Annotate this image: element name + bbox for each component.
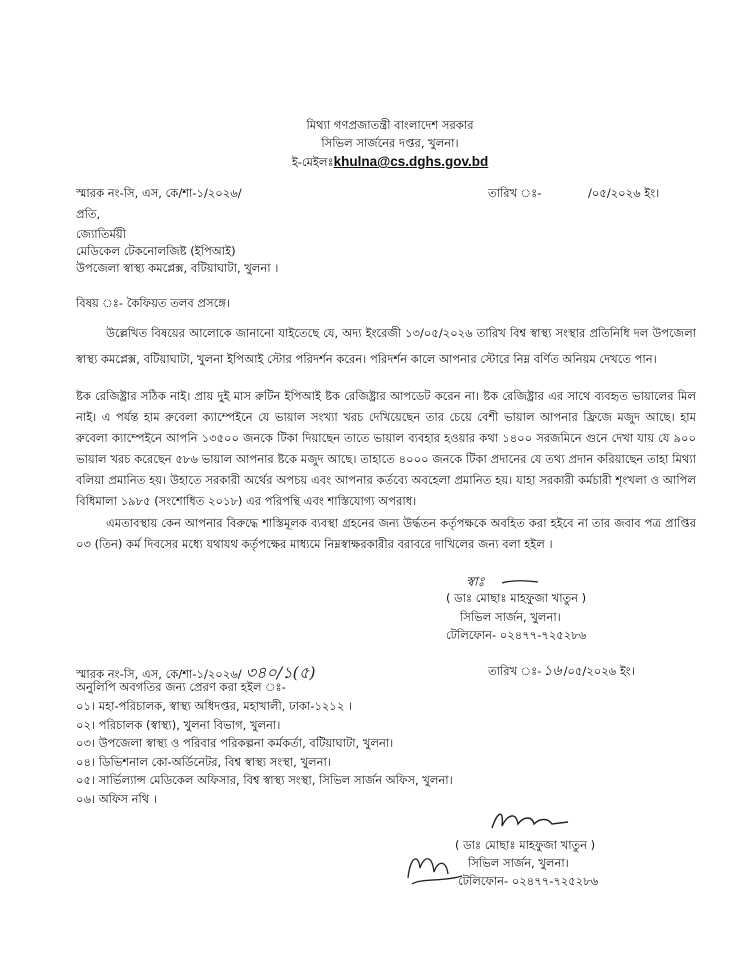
letterhead — [240, 118, 540, 173]
recipient-organization: উপজেলা স্বাস্থ্য কমপ্লেক্স, বটিয়াঘাটা, খুলনা । — [76, 261, 279, 275]
recipient-to: প্রতি, — [76, 207, 101, 221]
signatory-name-1: ( ডাঃ মোছাঃ মাহফুজা খাতুন ) — [446, 591, 587, 605]
copy-item: ০৫। সার্ভিল্যান্স মেডিকেল অফিসার, বিশ্ব স্বাস্থ্য সংস্থা, সিভিল সার্জন অফিস, খুলনা। — [76, 773, 453, 788]
body-paragraph-2-text: ষ্টক রেজিষ্ট্রার সঠিক নাই। প্রায় দুই মাস রুটিন ইপিআই ষ্টক রেজিষ্ট্রার আপডেট করেন না। ষ্টক রেজিষ্ট্রার এর সাথে ব্যবহৃত ভায়ালের মিল নাই। এ পর্যন্ত হাম রুবেলা ক্যাম্পেইনে যে ভায়াল সংখ্যা খরচ দেখিয়েছেন তার চেয়ে বেশী ভায়াল আপনার ফ্রিজে মজুদ আছে। হাম রুবেলা ক্যাম্পেইনে আপনি ১৩৫০০ জনকে টিকা দিয়াছেন তাতে ভায়াল ব্যবহার হওয়ার কথা ১৪০০ সরজমিনে গুনে দেখা যায় যে ৯০০ ভায়াল খরচ করেছেন ৫৮৬ ভায়াল আপনার ষ্টকে মজুদ আছে। তাহাতে ৪০০০ জনকে টিকা প্রদানের যে তথ্য প্রদান করিয়াছেন তাহা মিথ্যা বলিয়া প্রমানিত হয়। উহাতে সরকারী অর্থের অপচয় এবং আপনার কর্তব্যে অবহেলা প্রমানিত হয়। যাহা সরকারী কর্মচারী শৃংখলা ও আপিল বিধিমালা ১৯৮৫ (সংশোধিত ২০১৮) এর পরিপন্থি এবং শাস্তিযোগ্য অপরাধ। — [76, 389, 696, 508]
email-label: ই-মেইলঃ — [291, 155, 334, 170]
subject-line: বিষয় ঃ- কৈফিয়ত তলব প্রসঙ্গে। — [76, 296, 230, 310]
signature-handwritten-1: স্বাঃ — [466, 575, 485, 590]
signatory-title-2: সিভিল সার্জন, খুলনা। — [468, 856, 569, 870]
signatory-phone-2: টেলিফোন- ০২৪৭৭-৭২৫২৮৬ — [458, 874, 599, 888]
recipient-title: মেডিকেল টেকনোলজিষ্ট (ইপিআই) — [76, 244, 236, 258]
copies-list — [76, 699, 536, 810]
signatory-phone-1: টেলিফোন- ০২৪৭৭-৭২৫২৮৬ — [446, 628, 587, 642]
body-paragraph-1-text: উল্লেখিত বিষয়ের আলোকে জানানো যাইতেছে যে, অদ্য ইংরেজী ১৩/০৫/২০২৬ তারিখ বিশ্ব স্বাস্থ্য সংস্থার প্রতিনিধি দল উপজেলা স্বাস্থ্য কমপ্লেক্স, বটিয়াঘাটা, খুলনা ইপিআই স্টোর পরিদর্শন করেন। পরিদর্শন কালে আপনার স্টোরে নিম্ন বর্ণিত অনিয়ম দেখতে পান। — [76, 326, 696, 366]
memo-reference: স্মারক নং-সি, এস, কে/শা-১/২০২৬/ — [76, 186, 242, 200]
copy-item: ০৩। উপজেলা স্বাস্থ্য ও পরিবার পরিকল্পনা কর্মকর্তা, বটিয়াঘাটা, খুলনা। — [76, 736, 394, 751]
signatory-name-2: ( ডাঃ মোছাঃ মাহফুজা খাতুন ) — [455, 838, 596, 852]
copy-item: ০৬। অফিস নথি । — [76, 791, 157, 806]
memo2-date-text: /০৫/২০২৬ ইং। — [563, 664, 635, 678]
memo2-reference-handwritten: ৩৪০/১(৫) — [245, 663, 316, 682]
email-line — [240, 153, 540, 171]
memo2-reference-text: স্মারক নং-সি, এস, কে/শা-১/২০২৬/ — [76, 667, 242, 681]
office-name: সিভিল সার্জনের দপ্তর, খুলনা। — [321, 135, 459, 150]
recipient-name: জ্যোতির্ময়ী — [76, 227, 126, 241]
signatory-title-1: সিভিল সার্জন, খুলনা। — [460, 610, 561, 624]
body-paragraph-3-text: এমতাবস্থায় কেন আপনার বিরুদ্ধে শাস্তিমূলক ব্যবস্থা গ্রহনের জন্য উর্দ্ধতন কর্তৃপক্ষকে অবহিত করা হইবে না তার জবাব পত্র প্রাপ্তির ০৩ (তিন) কর্ম দিবসের মধ্যে যথাযথ কর্তৃপক্ষের মাধ্যমে নিম্নস্বাক্ষরকারীর বরাবরে দাখিলের জন্য বলা হইল । — [76, 516, 696, 551]
email-link[interactable]: khulna@cs.dghs.gov.bd — [333, 154, 489, 170]
memo2-date-handwritten: ১৬ — [543, 663, 562, 679]
copies-intro: অনুলিপি অবগতির জন্য প্রেরণ করা হইল ঃ- — [76, 680, 286, 694]
copy-item: ০৪। ডিভিশনাল কো-অর্ডিনেটর, বিশ্ব স্বাস্থ্য সংস্থা, খুলনা। — [76, 754, 331, 769]
memo-date: /০৫/২০২৬ ইং। — [588, 186, 660, 200]
body-paragraph-3 — [76, 513, 696, 555]
government-name: মিথ্যা গণপ্রজাতন্ত্রী বাংলাদেশ সরকার — [306, 118, 474, 132]
memo-date-label: তারিখ ঃ- — [488, 186, 542, 200]
copy-item: ০১। মহা-পরিচালক, স্বাস্থ্য অধিদপ্তর, মহাখালী, ঢাকা-১২১২ । — [76, 699, 353, 713]
memo2-date — [488, 662, 635, 681]
copy-item: ০২। পরিচালক (স্বাস্থ্য), খুলনা বিভাগ, খুলনা। — [76, 717, 281, 732]
signature-stroke-icon — [500, 578, 540, 588]
memo2-date-label: তারিখ ঃ- — [488, 664, 542, 678]
body-paragraph-1 — [76, 320, 696, 372]
signature-scribble-icon — [488, 806, 578, 834]
body-paragraph-2 — [76, 386, 696, 512]
